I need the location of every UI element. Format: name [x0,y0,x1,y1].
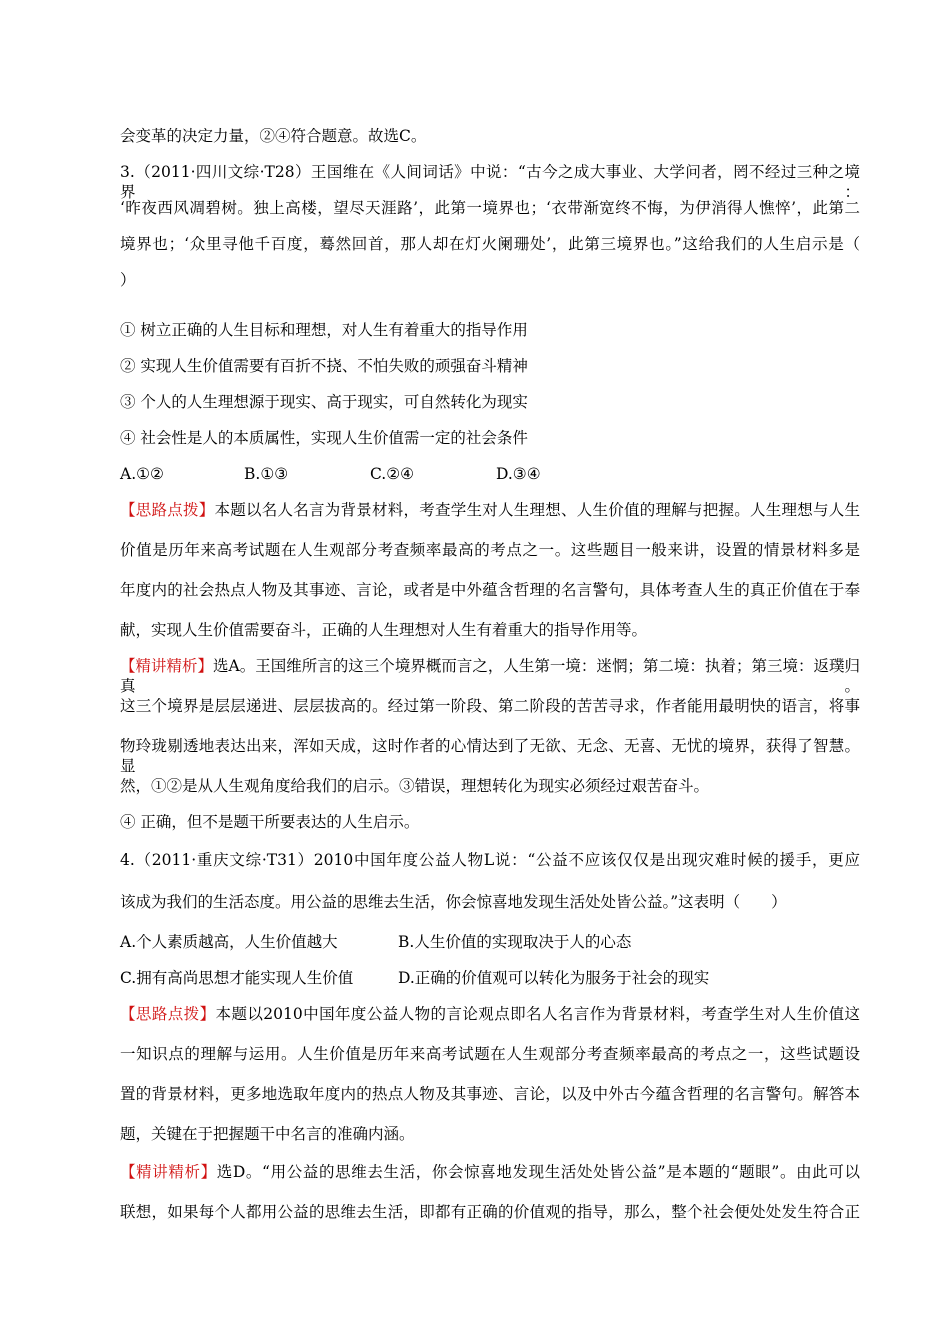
q4-hint-line-4: 题，关键在于把握题干中名言的准确内涵。 [120,1125,415,1143]
q3-analysis-line-2: 这三个境界是层层递进、层层拔高的。经过第一阶段、第二阶段的苦苦寻求，作者能用最明快的语言，将事 [120,697,860,715]
q3-item-2: ② 实现人生价值需要有百折不挠、不怕失败的顽强奋斗精神 [120,357,528,375]
q3-options [120,464,860,484]
q3-analysis-line-1: 【精讲精析】选A。王国维所言的这三个境界概而言之，人生第一境：迷惘；第二境：执着；第三境：返璞归真。 [120,657,860,695]
q4-analysis-line-1: 【精讲精析】选D。“用公益的思维去生活，你会惊喜地发现生活处处皆公益”是本题的“题眼”。由此可以 [120,1163,860,1181]
q3-hint-tag: 【思路点拨】 [120,501,215,519]
q3-stem-line-3: 境界也；‘众里寻他千百度，蓦然回首，那人却在灯火阑珊处’，此第三境界也。”这给我们的人生启示是（ [120,235,860,253]
q3-hint-line-4: 献，实现人生价值需要奋斗，正确的人生理想对人生有着重大的指导作用等。 [120,621,648,639]
q3-analysis-line-4: 然，①②是从人生观角度给我们的启示。③错误，理想转化为现实必须经过艰苦奋斗。 [120,777,710,795]
q2-tail-line: 会变革的决定力量，②④符合题意。故选C。 [120,127,427,145]
q3-option-c: C.②④ [370,465,415,483]
q4-option-d: D.正确的价值观可以转化为服务于社会的现实 [398,969,710,987]
q3-analysis-tag: 【精讲精析】 [120,657,214,675]
q4-stem-line-1: 4.（2011·重庆文综·T31）2010中国年度公益人物L说：“公益不应该仅仅是出现灾难时候的援手，更应 [120,851,860,869]
q4-option-a: A.个人素质越高，人生价值越大 [120,933,338,951]
q3-analysis-line-5: ④ 正确，但不是题干所要表达的人生启示。 [120,813,420,831]
q4-option-c: C.拥有高尚思想才能实现人生价值 [120,969,354,987]
q4-hint-tag: 【思路点拨】 [120,1005,216,1023]
q4-analysis-tag: 【精讲精析】 [120,1163,217,1181]
q4-hint-line-2: 一知识点的理解与运用。人生价值是历年来高考试题在人生观部分考查频率最高的考点之一，这些试题设 [120,1045,860,1063]
q3-item-3: ③ 个人的人生理想源于现实、高于现实，可自然转化为现实 [120,393,528,411]
q4-options-row-1 [120,932,860,952]
q4-hint-line-1: 【思路点拨】本题以2010中国年度公益人物的言论观点即名人名言作为背景材料，考查学生对人生价值这 [120,1005,860,1023]
q3-option-b: B.①③ [244,465,289,483]
q4-hint-line-3: 置的背景材料，更多地选取年度内的热点人物及其事迹、言论，以及中外古今蕴含哲理的名言警句。解答本 [120,1085,860,1103]
q3-stem-line-1: 3.（2011·四川文综·T28）王国维在《人间词话》中说：“古今之成大事业、大学问者，罔不经过三种之境界： [120,163,860,201]
q3-option-a: A.①② [120,465,164,483]
q4-analysis-line-2: 联想，如果每个人都用公益的思维去生活，即都有正确的价值观的指导，那么，整个社会便处处发生符合正 [120,1203,860,1221]
q3-item-1: ① 树立正确的人生目标和理想，对人生有着重大的指导作用 [120,321,528,339]
q4-stem-line-2: 该成为我们的生活态度。用公益的思维去生活，你会惊喜地发现生活处处皆公益。”这表明（ ） [120,893,787,911]
q3-hint-line-1: 【思路点拨】本题以名人名言为背景材料，考查学生对人生理想、人生价值的理解与把握。人生理想与人生 [120,501,860,519]
q3-stem-line-4: ） [120,271,136,289]
q3-analysis-line-3: 物玲珑剔透地表达出来，浑如天成，这时作者的心情达到了无欲、无念、无喜、无忧的境界，获得了智慧。显 [120,737,860,775]
q3-hint-line-3: 年度内的社会热点人物及其事迹、言论，或者是中外蕴含哲理的名言警句，具体考查人生的真正价值在于奉 [120,581,860,599]
q3-stem-line-2: ‘昨夜西风凋碧树。独上高楼，望尽天涯路’，此第一境界也；‘衣带渐宽终不悔，为伊消得人憔悴’，此第二 [120,199,860,217]
q3-hint-line-2: 价值是历年来高考试题在人生观部分考查频率最高的考点之一。这些题目一般来讲，设置的情景材料多是 [120,541,860,559]
q3-item-4: ④ 社会性是人的本质属性，实现人生价值需一定的社会条件 [120,429,528,447]
q4-options-row-2 [120,968,860,988]
q4-option-b: B.人生价值的实现取决于人的心态 [398,933,632,951]
q3-option-d: D.③④ [496,465,541,483]
